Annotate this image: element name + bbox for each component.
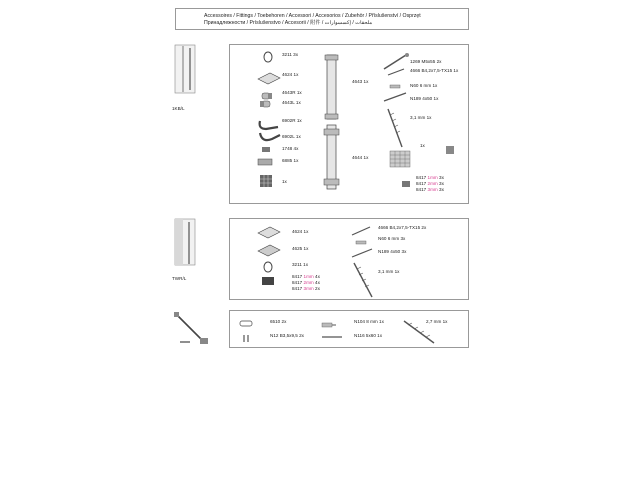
- stabilizer-bar-image: [172, 310, 212, 348]
- pad-square-icon: [258, 73, 280, 84]
- mesh-pad-icon: [260, 175, 272, 187]
- part-qty: 1x: [296, 90, 302, 95]
- part-code: 4643: [352, 79, 363, 84]
- part-code: N116 5x60: [354, 333, 376, 338]
- part-code: 6885: [282, 158, 293, 163]
- part-code: 8417: [292, 280, 303, 285]
- part-1748: [282, 146, 298, 151]
- long-screw-icon: [384, 93, 406, 101]
- part-drill-31: [378, 269, 399, 274]
- part-qty: 2x: [436, 59, 442, 64]
- section3-panel: [229, 310, 469, 348]
- part-qty: 1x: [363, 155, 369, 160]
- part-code: 3211: [282, 52, 292, 57]
- shim-size: 2mm: [427, 181, 438, 186]
- part-4644-handle: [352, 155, 368, 160]
- part-n104: [354, 319, 384, 324]
- part-4624: [292, 229, 308, 234]
- part-code: 3,1 mm: [410, 115, 426, 120]
- part-qty: 1x: [363, 79, 369, 84]
- part-qty: 1x: [442, 319, 448, 324]
- shim-8417-1mm: [292, 274, 320, 279]
- shim-8417-3mm: [416, 187, 444, 192]
- part-4666: [378, 225, 426, 230]
- part-code: 4666 B4,2x7,5-TX15: [378, 225, 421, 230]
- header-title-line2: Принадлежности / Príslušenstvo / Accesorii / 附件 / ملحقات / إكسسوارات: [204, 20, 373, 26]
- part-qty: 1x: [295, 134, 301, 139]
- part-code: 4624: [292, 229, 303, 234]
- part-6902r: [282, 118, 302, 123]
- shim-8417-2mm: [292, 280, 320, 285]
- part-qty: 3x: [439, 175, 444, 180]
- part-4625: [292, 246, 308, 251]
- handle-bottom-icon: [324, 125, 339, 189]
- part-qty: 1x: [296, 118, 302, 123]
- shim-8417-3mm: [292, 286, 320, 291]
- shim-size: 3mm: [303, 286, 314, 291]
- part-n12: [270, 333, 304, 338]
- part-qty: 1x: [303, 229, 309, 234]
- section1-left-icons: [252, 49, 282, 199]
- drill-bit-icon: [404, 321, 434, 343]
- part-code: 4643L: [282, 100, 295, 105]
- accessories-header: [175, 8, 469, 30]
- part-qty: 1x: [293, 72, 299, 77]
- part-qty: 1x: [453, 68, 459, 73]
- hinge-cap-r-icon: [262, 93, 272, 99]
- drill-bit-icon: [388, 109, 402, 147]
- part-code: 8417: [292, 286, 303, 291]
- part-qty: 1x: [379, 319, 384, 324]
- part-qty: 3x: [401, 249, 407, 254]
- tile-grid-icon: [390, 151, 410, 167]
- part-qty: 3x: [293, 52, 299, 57]
- bolt-icon: [384, 53, 409, 69]
- seal-curve-r-icon: [260, 121, 278, 129]
- shim-size: 3mm: [427, 187, 438, 192]
- part-qty: 3x: [439, 181, 444, 186]
- part-qty: 1x: [377, 333, 383, 338]
- part-code: N12 B3,5x9,5: [270, 333, 298, 338]
- part-4624: [282, 72, 298, 77]
- part-qty: 1x: [394, 269, 400, 274]
- long-screw-icon: [352, 249, 372, 257]
- part-4643-handle: [352, 79, 368, 84]
- part-qty: 4x: [315, 274, 320, 279]
- part-code: 6902R: [282, 118, 296, 123]
- part-4643l: [282, 100, 301, 105]
- part-qty: 4x: [315, 280, 320, 285]
- part-code: 8417: [416, 181, 427, 186]
- part-qty: 3x: [439, 187, 444, 192]
- connector-icon: [240, 321, 252, 326]
- part-code: N60 6 mm: [410, 83, 432, 88]
- square-block-icon: [445, 145, 455, 155]
- part-drill-31: [410, 115, 431, 120]
- part-drill-27: [426, 319, 447, 324]
- shim-8417-1mm: [416, 175, 444, 180]
- dowel-icon: [356, 241, 366, 244]
- section2-label: TWR/L: [172, 276, 187, 281]
- part-qty: 1x: [433, 96, 439, 101]
- section1-handles: [322, 49, 342, 199]
- part-n60: [378, 236, 405, 241]
- block-icon: [262, 147, 270, 152]
- part-1269: [410, 59, 441, 64]
- section2-right-icons: [348, 221, 378, 301]
- part-code: 8417: [416, 175, 427, 180]
- part-code: 4625: [292, 246, 303, 251]
- part-qty: 2x: [299, 333, 304, 338]
- part-3211: [282, 52, 298, 57]
- part-code: 8417: [292, 274, 303, 279]
- magnet-strip-icon: [258, 159, 272, 165]
- section2-panel: [229, 218, 469, 300]
- part-code: 4644: [352, 155, 363, 160]
- part-code: N189 4x50: [410, 96, 433, 101]
- part-code: 4643R: [282, 90, 296, 95]
- anchor-icon: [322, 323, 336, 327]
- shim-size: 1mm: [303, 274, 314, 279]
- part-code: N60 6 mm: [378, 236, 400, 241]
- part-qty: 4x: [293, 146, 299, 151]
- seal-curve-l-icon: [260, 133, 280, 140]
- part-n189: [410, 96, 438, 101]
- part-code: N104 8 mm: [354, 319, 378, 324]
- screw-icon: [388, 69, 404, 75]
- section2-thumbnail: [174, 218, 196, 274]
- part-mesh: [282, 179, 287, 184]
- part-6902l: [282, 134, 301, 139]
- part-qty: 2x: [281, 319, 287, 324]
- part-qty: 1x: [303, 246, 309, 251]
- part-tiles: [420, 143, 425, 148]
- shim-stack-icon: [262, 277, 274, 285]
- part-code: 8417: [416, 187, 427, 192]
- part-code: 6902L: [282, 134, 295, 139]
- shim-size: 2mm: [303, 280, 314, 285]
- header-title-line1: Accessoires / Fittings / Toebehoren / Accessori / Accesorios / Zubehör / Příslušenství / Osprzęt: [204, 13, 421, 19]
- part-code: 2,7 mm: [426, 319, 442, 324]
- part-qty: 1x: [432, 83, 438, 88]
- section1-label: 1KB/L: [172, 106, 185, 111]
- section1-panel: [229, 44, 469, 204]
- part-3211: [292, 262, 308, 267]
- section1-thumbnail: [174, 44, 196, 104]
- part-qty: 1x: [293, 158, 299, 163]
- part-qty: 2x: [421, 225, 427, 230]
- pad-square-icon: [258, 227, 280, 238]
- shim-icon: [402, 181, 410, 187]
- part-4643r: [282, 90, 302, 95]
- part-qty: 1x: [282, 179, 287, 184]
- part-qty: 1x: [303, 262, 309, 267]
- part-code: 3211: [292, 262, 302, 267]
- part-qty: 3x: [400, 236, 406, 241]
- shim-size: 1mm: [427, 175, 438, 180]
- part-4666: [410, 68, 458, 73]
- part-code: 4624: [282, 72, 293, 77]
- cap-ring-icon: [264, 52, 272, 62]
- part-code: 1748: [282, 146, 293, 151]
- shower-door-image: [174, 44, 196, 104]
- shower-wall-image: [174, 218, 196, 274]
- part-code: 3,1 mm: [378, 269, 394, 274]
- screw-icon: [352, 227, 370, 235]
- shim-8417-2mm: [416, 181, 444, 186]
- part-code: 4666 B4,2x7,5-TX15: [410, 68, 453, 73]
- part-qty: 1x: [295, 100, 301, 105]
- screw-pair-icon: [244, 335, 248, 342]
- section2-left-icons: [252, 221, 282, 301]
- part-n60: [410, 83, 437, 88]
- section3-thumbnail: [172, 310, 212, 348]
- cap-ring-icon: [264, 262, 272, 272]
- dowel-icon: [390, 85, 400, 88]
- part-n189: [378, 249, 406, 254]
- handle-top-icon: [325, 55, 338, 119]
- hinge-cap-l-icon: [260, 101, 270, 107]
- part-qty: 2x: [315, 286, 320, 291]
- part-6885: [282, 158, 298, 163]
- part-qty: 1x: [426, 115, 432, 120]
- part-code: 6510: [270, 319, 281, 324]
- part-n116: [354, 333, 382, 338]
- part-code: 1269 M5x55: [410, 59, 436, 64]
- part-6510: [270, 319, 286, 324]
- part-qty: 1x: [420, 143, 425, 148]
- drill-bit-icon: [354, 263, 372, 297]
- part-code: N189 4x50: [378, 249, 401, 254]
- pad-square-icon: [258, 245, 280, 256]
